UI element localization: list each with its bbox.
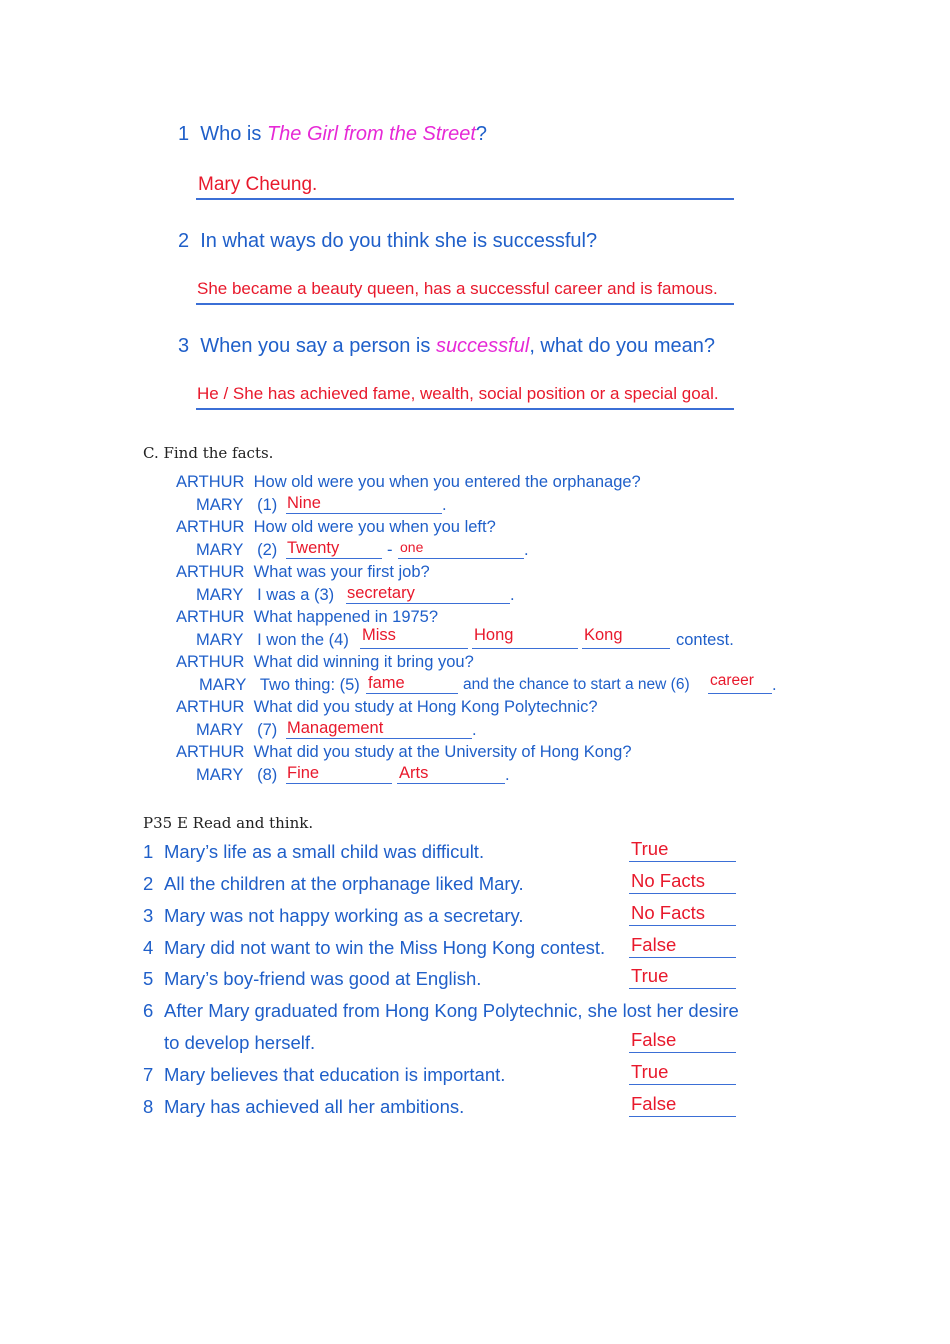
period: . bbox=[505, 766, 510, 784]
emphasized-word: successful bbox=[435, 335, 530, 357]
blank-label: (2) bbox=[257, 541, 278, 559]
statement-number: 8 bbox=[143, 1096, 154, 1117]
answer-underline bbox=[196, 408, 734, 410]
speaker-arthur: ARTHUR bbox=[176, 563, 245, 581]
period: . bbox=[772, 676, 777, 694]
answer-blank bbox=[472, 648, 578, 649]
question-mark: ? bbox=[475, 123, 488, 145]
answer-secretary: secretary bbox=[347, 584, 415, 602]
dialogue-answer-5 bbox=[199, 676, 360, 695]
speaker-mary: MARY bbox=[196, 631, 244, 649]
speaker-mary: MARY bbox=[196, 766, 244, 784]
speaker-arthur: ARTHUR bbox=[176, 473, 245, 491]
true-false-answer: False bbox=[631, 934, 677, 955]
blank-label: (7) bbox=[257, 721, 278, 739]
answer-blank bbox=[708, 693, 772, 694]
statement-number: 1 bbox=[143, 841, 154, 862]
statement-text: Mary’s life as a small child was difficult. bbox=[164, 841, 485, 862]
question-text: In what ways do you think she is successful? bbox=[200, 230, 598, 252]
dialogue-answer-1 bbox=[196, 496, 277, 515]
speaker-mary: MARY bbox=[196, 586, 244, 604]
speaker-arthur: ARTHUR bbox=[176, 698, 245, 716]
speaker-mary: MARY bbox=[196, 496, 244, 514]
speaker-mary: MARY bbox=[199, 676, 247, 694]
answer-underline bbox=[629, 893, 736, 894]
true-false-answer: True bbox=[631, 838, 669, 859]
answer-underline bbox=[629, 957, 736, 958]
question-text: When you say a person is bbox=[200, 335, 436, 357]
statement-number: 5 bbox=[143, 968, 154, 989]
section-e-heading: P35 E Read and think. bbox=[143, 814, 314, 832]
period: . bbox=[510, 586, 515, 604]
dialogue-question-6 bbox=[176, 698, 598, 717]
answer-kong: Kong bbox=[584, 626, 623, 644]
dialogue-answer-7 bbox=[196, 766, 277, 785]
answer-blank bbox=[286, 513, 442, 514]
question-number: 3 bbox=[178, 335, 190, 357]
period: . bbox=[524, 541, 529, 559]
answer-blank bbox=[286, 783, 392, 784]
question-3 bbox=[178, 335, 715, 358]
statement-text: Mary believes that education is important. bbox=[164, 1064, 506, 1085]
answer-2: She became a beauty queen, has a successful career and is famous. bbox=[197, 279, 718, 298]
dialogue-question-5 bbox=[176, 653, 474, 672]
blank-label-2: and the chance to start a new (6) bbox=[463, 676, 690, 693]
blank-label: (8) bbox=[257, 766, 278, 784]
true-false-answer: True bbox=[631, 965, 669, 986]
answer-blank bbox=[346, 603, 510, 604]
answer-underline bbox=[629, 1116, 736, 1117]
blank-label: I was a (3) bbox=[257, 586, 335, 604]
answer-one: one bbox=[400, 539, 424, 555]
statement-number: 3 bbox=[143, 905, 154, 926]
statement-text: Mary was not happy working as a secretary. bbox=[164, 905, 524, 926]
true-false-answer: True bbox=[631, 1061, 669, 1082]
question-text: What happened in 1975? bbox=[253, 608, 439, 626]
answer-arts: Arts bbox=[399, 764, 429, 782]
statement-number: 2 bbox=[143, 873, 154, 894]
statement-number: 4 bbox=[143, 937, 154, 958]
speaker-arthur: ARTHUR bbox=[176, 653, 245, 671]
statement-text: All the children at the orphanage liked Mary. bbox=[164, 873, 524, 894]
story-title: The Girl from the Street bbox=[266, 123, 476, 145]
statement-text: After Mary graduated from Hong Kong Polytechnic, she lost her desire bbox=[164, 1000, 739, 1021]
answer-management: Management bbox=[287, 719, 384, 737]
dash: - bbox=[387, 541, 393, 559]
statement-number: 7 bbox=[143, 1064, 154, 1085]
question-number: 2 bbox=[178, 230, 190, 252]
question-text: How old were you when you left? bbox=[253, 518, 496, 536]
question-text: What was your first job? bbox=[253, 563, 430, 581]
true-false-answer: False bbox=[631, 1029, 677, 1050]
answer-underline bbox=[196, 303, 734, 305]
dialogue-answer-6 bbox=[196, 721, 277, 740]
answer-underline bbox=[629, 925, 736, 926]
question-number: 1 bbox=[178, 123, 190, 145]
dialogue-answer-2 bbox=[196, 541, 277, 560]
true-false-answer: False bbox=[631, 1093, 677, 1114]
question-text: What did you study at the University of Hong Kong? bbox=[253, 743, 632, 761]
answer-underline bbox=[196, 198, 734, 200]
answer-career: career bbox=[710, 672, 754, 689]
answer-blank bbox=[286, 558, 382, 559]
answer-blank bbox=[398, 558, 524, 559]
speaker-mary: MARY bbox=[196, 721, 244, 739]
period: . bbox=[442, 496, 447, 514]
answer-underline bbox=[629, 1052, 736, 1053]
statement-number: 6 bbox=[143, 1000, 154, 1021]
statement-text: Mary’s boy-friend was good at English. bbox=[164, 968, 482, 989]
question-text: How old were you when you entered the orphanage? bbox=[253, 473, 641, 491]
answer-underline bbox=[629, 988, 736, 989]
question-text: What did winning it bring you? bbox=[253, 653, 474, 671]
statement-text: Mary did not want to win the Miss Hong Kong contest. bbox=[164, 937, 606, 958]
dialogue-answer-4 bbox=[196, 631, 349, 650]
dialogue-question-4 bbox=[176, 608, 438, 627]
answer-fine: Fine bbox=[287, 764, 320, 782]
section-c-heading: C. Find the facts. bbox=[143, 444, 274, 462]
answer-3: He / She has achieved fame, wealth, social position or a special goal. bbox=[197, 384, 719, 403]
true-false-answer: No Facts bbox=[631, 902, 706, 923]
speaker-arthur: ARTHUR bbox=[176, 743, 245, 761]
contest-word: contest. bbox=[676, 631, 734, 649]
answer-blank bbox=[397, 783, 505, 784]
speaker-arthur: ARTHUR bbox=[176, 608, 245, 626]
question-2 bbox=[178, 230, 597, 253]
dialogue-question-1 bbox=[176, 473, 641, 492]
true-false-answer: No Facts bbox=[631, 870, 706, 891]
answer-underline bbox=[629, 1084, 736, 1085]
statement-text: Mary has achieved all her ambitions. bbox=[164, 1096, 465, 1117]
answer-underline bbox=[629, 861, 736, 862]
answer-blank bbox=[360, 648, 468, 649]
speaker-mary: MARY bbox=[196, 541, 244, 559]
answer-blank bbox=[286, 738, 472, 739]
question-text: What did you study at Hong Kong Polytechnic? bbox=[253, 698, 598, 716]
answer-fame: fame bbox=[368, 674, 405, 692]
period: . bbox=[472, 721, 477, 739]
blank-label: I won the (4) bbox=[257, 631, 349, 649]
blank-label: Two thing: (5) bbox=[259, 676, 360, 694]
answer-twenty: Twenty bbox=[287, 539, 340, 557]
answer-hong: Hong bbox=[474, 626, 514, 644]
answer-blank bbox=[366, 693, 458, 694]
question-1 bbox=[178, 123, 487, 146]
dialogue-answer-3 bbox=[196, 586, 334, 605]
answer-miss: Miss bbox=[362, 626, 396, 644]
answer-nine: Nine bbox=[287, 494, 321, 512]
blank-label: (1) bbox=[257, 496, 278, 514]
answer-blank bbox=[582, 648, 670, 649]
answer-1: Mary Cheung. bbox=[198, 174, 318, 195]
dialogue-question-2 bbox=[176, 518, 496, 537]
dialogue-question-3 bbox=[176, 563, 430, 582]
speaker-arthur: ARTHUR bbox=[176, 518, 245, 536]
question-text: Who is bbox=[200, 123, 267, 145]
statement-text-continued: to develop herself. bbox=[164, 1032, 316, 1053]
dialogue-question-7 bbox=[176, 743, 632, 762]
question-text-end: , what do you mean? bbox=[529, 335, 715, 357]
